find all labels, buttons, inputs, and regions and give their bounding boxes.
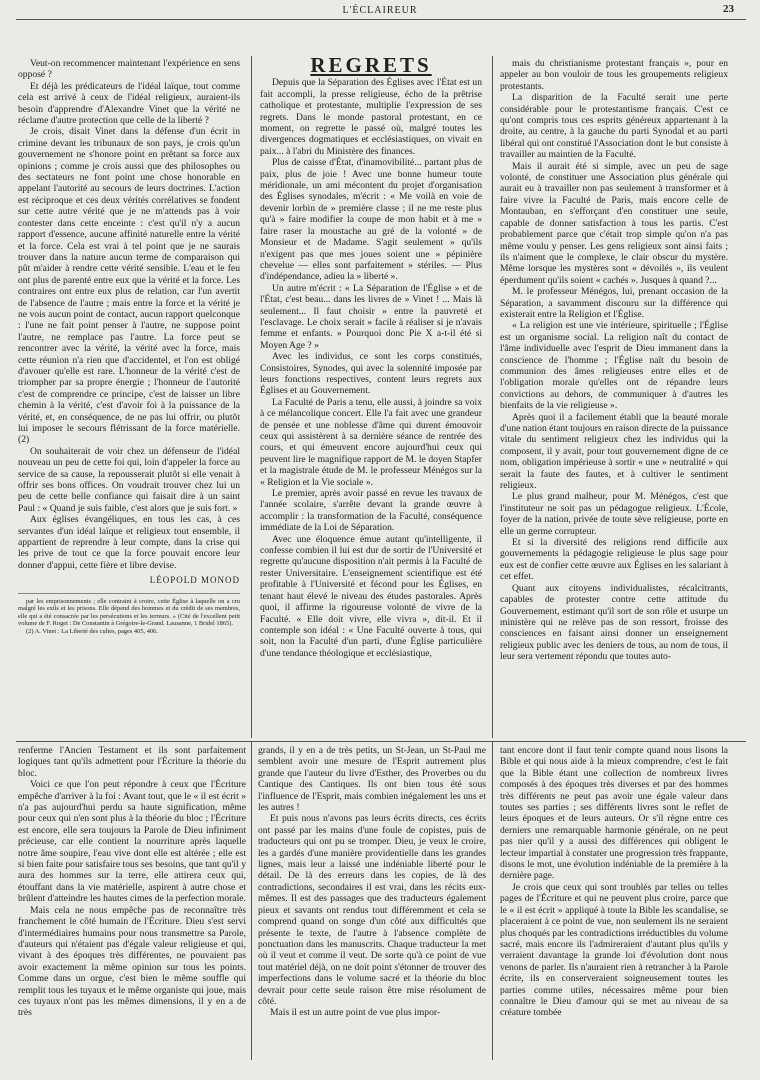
column-divider (492, 742, 493, 1060)
paragraph: Mais il aurait été si simple, avec un peu de sage volonté, de constituer une Association plus générale qui aurait eu à travailler non pas seulement à transformer et à faire vivre la Faculté de Paris, mais encore celle de Montauban, en s'efforçant d'en constituer une seule, capable de donner satisfaction à tous les partis. C'est probablement parce que c'était trop simple qu'on n'a pas même voulu y penser. Les gens religieux sont ainsi faits ; ils n'aiment que le complexe, le clair obscur du mystère. Même lorsque les mystères sont « dévoilés », ils veulent éperdument qu'ils soient « cachés ». Jusques à quand ?... (500, 160, 728, 286)
bottom-column-3 (500, 745, 728, 1060)
paragraph: Voici ce que l'on peut répondre à ceux que l'Écriture empêche d'arriver à la foi : Avant tout, que le « il est écrit » n'a pas aujourd'hui perdu sa haute signification, même pour ceux qui n'en sont plus à la théorie du bloc ; l'Écriture est encore, elle sera toujours la Parole de Dieu infiniment précieuse, car elle contient la nourriture après laquelle notre âme soupire, l'eau vive dont elle est altérée ; elle est si bien faite pour satisfaire tous ses besoins, que tant qu'il y aura des hommes sur la terre, elle attirera ceux qui, étouffant dans la vie matérielle, aspirent à autre chose et brûlent d'atteindre les hautes cimes de la perfection morale. (18, 779, 246, 905)
paragraph: « La religion est une vie intérieure, spirituelle ; l'Église est un organisme social. La religion naît du contact de l'âme individuelle avec l'esprit de Dieu immanent dans la conscience de l'homme ; l'Église naît du besoin de communion des âmes religieuses entre elles et de l'obligation morale qu'elles ont de répandre leurs convictions au dehors, de communiquer à d'autres les bienfaits de la vie religieuse ». (500, 320, 728, 412)
paragraph: M. le professeur Ménégos, lui, prenant occasion de la Séparation, a savamment discouru sur la différence qui existerait entre la Religion et l'Église. (500, 286, 728, 320)
paragraph: Plus de caisse d'État, d'inamovibilité... partant plus de paix, plus de joie ! Avec une bonne humeur toute méridionale, un ami mécontent du projet d'organisation des Églises synodales, m'écrit : « Me voilà en voie de devenir lorbin de » première classe ; il ne me reste plus qu'à » faire modifier la coupe de mon habit et à me » faire raser la moustache au gré de la volonté » de Monsieur et de Madame. S'agit seulement » qu'ils n'exigent pas que mes joues soient une » pépinière chevelue — elles sont parfaitement » stériles. — Plus d'indépendance, adieu la » liberté ». (260, 157, 482, 283)
left-article (18, 58, 240, 740)
column-divider (251, 56, 252, 738)
paragraph: tant encore dont il faut tenir compte quand nous lisons la Bible et qui nous aide à la mieux comprendre, c'est le fait que la Bible étant une collection de nombreux livres composés à des époques très diverses et par des hommes très différents ne peut pas avoir une égale valeur dans toutes ses parties ; ses différents livres sont le reflet de leurs époques et de leurs auteurs. Or s'il règne entre ces derniers une remarquable harmonie générale, on ne peut pas nier qu'il y a aussi des différences qui obligent le lecteur impartial à constater une progression très frappante, disons le mot, une évolution indéniable de la première à la dernière page. (500, 745, 728, 882)
paragraph: Quant aux citoyens individualistes, récalcitrants, capables de protester contre cette attitude du Gouvernement, estimant qu'il sort de son rôle et usurpe un ministère qui ne relève pas de son ressort, froisse des consciences en faisant ainsi donner un enseignement religieux public avec les deniers de tous, au nom de tous, il leur sera vertement répondu que toutes auto- (500, 582, 728, 663)
footnotes (18, 593, 240, 636)
paragraph: Et puis nous n'avons pas leurs écrits directs, ces écrits ont passé par les mains d'une foule de copistes, puis de traducteurs qui ont pu se tromper. Dieu, je veux le croire, les a gardés d'une manière providentielle dans les grandes lignes, mais leur a laissé une indéniable liberté pour le détail. De là des erreurs dans les copies, de là des contradictions, secondaires il est vrai, dans les récits eux-mêmes. Il est des passages que des traducteurs également pieux et savants ont rendus tout différemment et cela se comprend quand on songe d'un côté aux difficultés que présente le texte, de l'autre à l'absence complète de ponctuation dans les manuscrits. Chaque traducteur la met où il veut et comme il veut. De sorte qu'à ce point de vue tout matériel déjà, on ne doit point s'étonner de trouver des imperfections dans le volume sacré et la théorie du bloc devrait pour cette seule raison être mise résolument de côté. (258, 813, 486, 1007)
paragraph: Je crois, disait Vinet dans la défense d'un écrit in crimine devant les tribunaux de son pays, je crois qu'un gouvernement ne s'honore point en prêtant sa force aux opinions ; comme je crois aussi que des philosophes ou des sectateurs ne font point une chose honorable en appelant l'autorité au secours de leurs doctrines. L'action est réciproque et ces deux vérités corrélatives se fondent sur cette autre vérité que je ne m'attends pas à voir contester dans cette enceinte : c'est qu'il n'y a aucun rapport d'essence, aucune affinité naturelle entre la vérité et la force. Cela est vrai à tel point que je ne saurais trouver dans la nature aucun terme de comparaison qui pût m'aider à rendre cette vérité sensible. L'eau et le feu ont plus de parenté entre eux que la vérité et la force. Les contraires ont entre eux plus de relation, car l'un avertit de l'absence de l'autre ; mais entre la force et la vérité je ne vois aucun point de contact, aucun rapport quelconque : l'une ne fait point penser à l'autre, ne suppose point l'autre, ne remplace pas l'autre. La force peut se rencontrer avec la vérité, la vérité avec la force, mais cette réunion n'a rien que d'accidentel, et l'on est obligé d'avouer qu'elle est rare. L'honneur de la vérité c'est de triompher par sa propre énergie ; l'honneur de l'autorité c'est de comprendre ce principe, c'est de laisser un libre chemin à la vérité, c'est d'avoir foi à la puissance de la vérité, et, en conséquence, de ne pas lui offrir, ou plutôt lui imposer le secours flétrissant de la force matérielle. (2) (18, 126, 240, 446)
bottom-column-1 (18, 745, 246, 1060)
paragraph: grands, il y en a de très petits, un St-Jean, un St-Paul me semblent avoir une mesure de l'Esprit autrement plus grande que l'auteur du livre d'Esther, des Proverbes ou du Cantique des Cantiques. Ils ont bien tous été sous l'influence de l'Esprit, mais combien inégalement les uns et les autres ! (258, 745, 486, 814)
page-number: 23 (723, 3, 734, 15)
footnote: (2) A. Vinet : La Liberté des cultes, pages 405, 406. (26, 628, 158, 636)
paragraph: La disparition de la Faculté serait une perte considérable pour le protestantisme français. C'est ce qu'ont compris tous ces esprits généreux appartenant à la droite, au centre, à la gauche du parti Synodal et au parti libéral qui ont constitué l'Association dont le but consiste à travailler au maintien de la Faculté. (500, 92, 728, 161)
newspaper-title: L'ÉCLAIREUR (342, 5, 418, 16)
footnote: par les emprisonnements ; elle contraint à croire, cette Église à laquelle on a cru malgré les exils et les prisons. Elle dépend des hommes et du crédit de ses membres, elle qui a été consacrée par les persécutions et les terreurs. » (Cité de l'excellent petit volume de F. Roget : De Constantin à Grégoire-le-Grand. Lausanne, 1 Bridel 1865). (18, 597, 240, 628)
paragraph: Le plus grand malheur, pour M. Ménégos, c'est que l'instituteur ne soit pas un pédagogue religieux. L'École, foyer de la nation, privée de toute sève religieuse, porte en elle un germe corrupteur. (500, 491, 728, 537)
paragraph: Veut-on recommencer maintenant l'expérience en sens opposé ? (18, 58, 240, 81)
center-article (260, 58, 482, 740)
paragraph: Et si la diversité des religions rend difficile aux gouvernements la pédagogie religieuse le plus sage pour eux est de confier cette œuvre aux Églises en les salariant à cet effet. (500, 537, 728, 583)
paragraph: Aux églises évangéliques, en tous les cas, à ces servantes d'un idéal laïque et religieux tout ensemble, il appartient de reprendre à leur compte, dans la crise qui les prive de tout ce que la force pouvait encore leur donner d'appui, cette fière et libre devise. (18, 514, 240, 571)
article-headline: REGRETS (310, 58, 432, 77)
paragraph: Mais il est un autre point de vue plus impor- (270, 1007, 441, 1019)
paragraph: Un autre m'écrit : « La Séparation de l'Église » et de l'État, c'est beau... dans les livres de » Vinet ! ... Mais là seulement... Il faut choisir » entre la pauvreté et l'esclavage. Le choix serait » facile à réaliser si je n'avais femme et enfants. » Pourquoi donc Pie X a-t-il été si Moyen Age ? » (260, 282, 482, 351)
section-divider (16, 741, 746, 742)
paragraph: mais du christianisme protestant français », pour en appeler au bon vouloir de tous les groupements religieux protestants. (500, 58, 728, 92)
paragraph: La Faculté de Paris a tenu, elle aussi, à joindre sa voix à ce mélancolique concert. Elle l'a fait avec une grandeur de pensée et une noblesse d'âme qui durent émouvoir ceux qui assistèrent à sa dernière séance de rentrée des cours, et qui émeuvent encore aujourd'hui ceux qui peuvent lire le magnifique rapport de M. le doyen Stapfer et la magistrale étude de M. le professeur Ménégos sur la « Religion et la Vie sociale ». (260, 396, 482, 488)
paragraph: Mais cela ne nous empêche pas de reconnaître très franchement le côté humain de l'Écriture. Dieu s'est servi d'intermédiaires humains pour nous transmettre sa Parole, d'auteurs qui n'étaient pas d'égale valeur religieuse et qui, vivant à des époques très différentes, ne pouvaient pas avoir exactement la même opinion sur tous les points. Comme dans un orgue, c'est bien le même souffle qui remplit tous les tuyaux et le même organiste qui joue, mais ces tuyaux n'ont pas les mêmes dimensions, il y en a de très (18, 904, 246, 1019)
paragraph: Et déjà les prédicateurs de l'idéal laïque, tout comme cela est arrivé à ceux de l'idéal religieux, auraient-ils besoin d'apprendre d'Alexandre Vinet que la vérité ne réclame d'autre protection que celle de la liberté ? (18, 80, 240, 127)
paragraph: Après quoi il a facilement établi que la beauté morale d'une nation étant toujours en raison directe de la puissance vitale du sentiment religieux chez les individus qui la composent, il y avait, pour tout gouvernement digne de ce nom, obligation impérieuse à sortir « une » neutralité » qui serait la faute des fautes, et à cultiver le sentiment religieux. (500, 411, 728, 492)
paragraph: Avec une éloquence émue autant qu'intelligente, il confesse combien il lui est dur de sortir de l'Université et regrette qu'aucune disposition n'ait permis à la Faculté de rester Universitaire. L'enseignement scientifique est été profitable à l'Université et fécond pour les Églises, en tenant haut élevé le niveau des études pastorales. Après quoi, il affirme la rigoureuse volonté de vivre de la Faculté. « Elle doit vivre, elle vivra », dit-il. Et il contemple son idéal : « Une Faculté ouverte à tous, qui soit, non la Faculté d'un parti, d'une Église particulière d'une tendance théologique et ecclésiastique, (260, 533, 482, 659)
paragraph: On souhaiterait de voir chez un défenseur de l'idéal nouveau un peu de cette foi qui, loin d'appeler la force au service de sa cause, la repousserait plutôt si elle venait à offrir ses bons offices. On voudrait trouver chez lui un peu de cette belle confiance qui faisait dire à un saint Paul : « Quand je suis faible, c'est alors que je suis fort. » (18, 445, 240, 514)
bottom-column-2 (258, 745, 486, 1060)
page-header (0, 0, 760, 20)
column-divider (251, 742, 252, 1060)
author-signature: LÉOPOLD MONOD (149, 575, 240, 586)
header-rule (16, 19, 746, 20)
paragraph: Depuis que la Séparation des Églises avec l'État est un fait accompli, la presse religieuse, écho de la prêtrise catholique et protestante, multiplie l'expression de ses regrets. Dans le monde pastoral protestant, en ce moment, on regrette le passé où, malgré toutes les divergences dogmatiques et ecclésiastiques, on vivait en paix... à l'abri du Ministère des finances. (260, 77, 482, 157)
paragraph: renferme l'Ancien Testament et ils sont parfaitement logiques tant qu'ils admettent pour l'Écriture la théorie du bloc. (18, 745, 246, 779)
column-divider (492, 56, 493, 738)
paragraph: Le premier, après avoir passé en revue les travaux de l'année scolaire, s'arrête devant la grande œuvre à accomplir : la transformation de la Faculté, conséquence immédiate de la Loi de Séparation. (260, 488, 482, 534)
paragraph: Avec les individus, ce sont les corps constitués, Consistoires, Synodes, qui avec la solennité imposée par leurs fonctions respectives, content leurs regrets aux Églises et au Gouvernement. (260, 351, 482, 397)
right-article (500, 58, 728, 740)
paragraph: Je crois que ceux qui sont troublés par telles ou telles pages de l'Écriture et qui ne peuvent plus croire, parce que le « il est écrit » appliqué à toute la Bible les scandalise, se placeraient à ce point de vue, non seulement ils ne seraient plus choqués par les contradictions irréductibles du volume sacré, mais encore ils l'admireraient d'autant plus qu'ils y verraient davantage la grande loi d'évolution dont nous venons de parler. Ils n'auraient rien à retrancher à la Parole écrite, ils en conserveraient soigneusement toutes les parties comme utiles, nécessaires même pour bien connaître le Dieu d'amour qui se met au niveau de sa créature tombée (500, 881, 728, 1019)
